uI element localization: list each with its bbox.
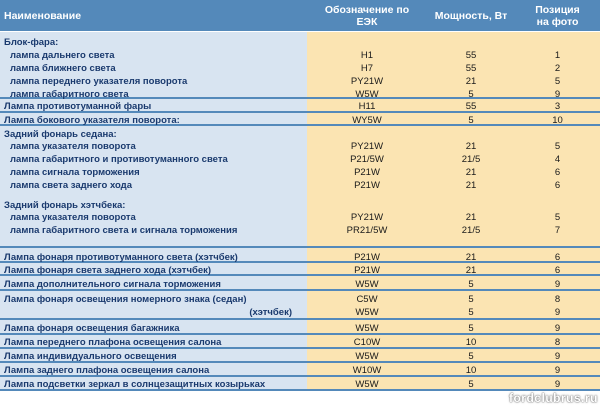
lamp-position: 1: [554, 50, 561, 61]
lamp-power: 21: [465, 265, 477, 276]
table-row: [0, 364, 600, 377]
lamp-code: W10W: [352, 365, 382, 376]
lamp-name: лампа указателя поворота: [10, 212, 136, 223]
lamp-power: 21: [465, 212, 477, 223]
lamp-code: W5W: [355, 323, 379, 334]
lamp-code: P21/5W: [350, 154, 384, 165]
table-header: [0, 0, 600, 31]
lamp-name: Лампа фонаря противотуманного света (хэтчбек): [4, 252, 238, 263]
table-row: [0, 153, 600, 166]
lamp-code: H11: [358, 101, 376, 112]
table-row: [0, 49, 600, 62]
lamp-code: W5W: [355, 379, 379, 390]
lamp-code: P21W: [354, 265, 380, 276]
lamp-name: Лампа фонаря света заднего хода (хэтчбек): [4, 265, 212, 276]
table-row: [0, 264, 600, 277]
lamp-position: 6: [554, 180, 561, 191]
lamp-code: PY21W: [350, 76, 384, 87]
table-row: [0, 62, 600, 75]
table-row: [0, 224, 600, 237]
lamp-power: 5: [468, 294, 474, 305]
table-row: [0, 114, 600, 127]
lamp-power: 5: [468, 307, 474, 318]
table-row: [0, 251, 600, 264]
lamp-name: лампа переднего указателя поворота: [10, 76, 188, 87]
lamp-power: 10: [465, 365, 477, 376]
lamp-position: 6: [554, 252, 561, 263]
header-power: Мощность, Вт: [434, 9, 508, 22]
lamp-code: PY21W: [350, 141, 384, 152]
lamp-position: 9: [554, 89, 561, 100]
table-row: [0, 75, 600, 88]
lamp-name: (хэтчбек): [249, 307, 292, 318]
table-row: [0, 166, 600, 179]
lamp-code: P21W: [354, 180, 380, 191]
lamp-code: W5W: [355, 351, 379, 362]
lamp-name: Лампа бокового указателя поворота:: [4, 115, 180, 126]
lamp-code: W5W: [355, 307, 379, 318]
table-row: [0, 179, 600, 192]
lamp-power: 55: [465, 50, 477, 61]
lamp-power: 5: [468, 89, 474, 100]
lamp-name: Блок-фара:: [4, 37, 59, 48]
header-name: Наименование: [4, 9, 82, 22]
lamp-power: 5: [468, 115, 474, 126]
lamp-power: 21: [465, 180, 477, 191]
row-separator: [0, 246, 600, 248]
lamp-position: 4: [554, 154, 561, 165]
header-code: Обозначение по ЕЭК: [324, 3, 410, 28]
table-row: [0, 336, 600, 349]
lamp-power: 21: [465, 76, 477, 87]
table-row: [0, 211, 600, 224]
lamp-name: Лампа противотуманной фары: [4, 101, 152, 112]
watermark: fordclubrus.ru: [508, 391, 598, 405]
lamp-position: 8: [554, 294, 561, 305]
table-row: [0, 278, 600, 291]
table-row: [0, 140, 600, 153]
lamp-code: W5W: [355, 89, 379, 100]
lamp-position: 8: [554, 337, 561, 348]
lamp-power: 21/5: [461, 154, 481, 165]
lamp-code: C10W: [353, 337, 381, 348]
lamp-code: H7: [360, 63, 374, 74]
lamp-power: 5: [468, 351, 474, 362]
lamp-power: 21: [465, 141, 477, 152]
lamp-name: Задний фонарь хэтчбека:: [4, 200, 126, 211]
lamp-name: Лампа фонаря освещения багажника: [4, 323, 180, 334]
table-row: [0, 350, 600, 363]
lamp-position: 6: [554, 265, 561, 276]
lamp-name: Лампа переднего плафона освещения салона: [4, 337, 222, 348]
lamp-position: 10: [552, 115, 563, 126]
lamp-position: 5: [554, 141, 561, 152]
table-row: [0, 378, 600, 391]
lamp-name: лампа дальнего света: [10, 50, 115, 61]
lamp-code: H1: [360, 50, 374, 61]
lamp-power: 5: [468, 379, 474, 390]
lamp-position: 6: [554, 167, 561, 178]
lamp-code: WY5W: [352, 115, 382, 126]
lamp-name: Задний фонарь седана:: [4, 129, 117, 140]
lamp-name: лампа ближнего света: [10, 63, 116, 74]
lamp-name: лампа сигнала торможения: [10, 167, 140, 178]
header-position: Позиция на фото: [535, 3, 580, 28]
table-row: [0, 322, 600, 335]
lamp-name: Лампа подсветки зеркал в солнцезащитных козырьках: [4, 379, 266, 390]
lamp-code: PY21W: [350, 212, 384, 223]
lamp-code: C5W: [356, 294, 378, 305]
lamp-name: лампа габаритного и противотуманного света: [10, 154, 228, 165]
lamp-name: Лампа фонаря освещения номерного знака (седан): [4, 294, 247, 305]
lamp-position: 9: [554, 279, 561, 290]
lamp-position: 5: [554, 76, 561, 87]
lamp-name: Лампа дополнительного сигнала торможения: [4, 279, 221, 290]
lamp-position: 5: [554, 212, 561, 223]
table-row: [0, 36, 600, 49]
lamp-code: W5W: [355, 279, 379, 290]
lamp-power: 21/5: [461, 225, 481, 236]
lamp-code: PR21/5W: [346, 225, 388, 236]
lamp-code: P21W: [354, 167, 380, 178]
lamp-position: 9: [554, 379, 561, 390]
lamp-power: 55: [465, 63, 477, 74]
lamp-name: лампа габаритного света и сигнала торможения: [10, 225, 238, 236]
lamp-position: 7: [554, 225, 561, 236]
lamp-position: 9: [554, 323, 561, 334]
lamp-power: 21: [465, 252, 477, 263]
table-row: [0, 293, 600, 306]
lamp-name: лампа габаритного света: [10, 89, 129, 100]
lamp-position: 9: [554, 365, 561, 376]
lamp-power: 5: [468, 279, 474, 290]
lamp-name: Лампа индивидуального освещения: [4, 351, 177, 362]
lamp-power: 55: [465, 101, 477, 112]
lamp-power: 5: [468, 323, 474, 334]
lamp-code: P21W: [354, 252, 380, 263]
lamp-power: 10: [465, 337, 477, 348]
table-row: [0, 100, 600, 113]
table-row: [0, 306, 600, 319]
lamp-position: 3: [554, 101, 561, 112]
lamp-position: 2: [554, 63, 561, 74]
lamp-position: 9: [554, 351, 561, 362]
lamp-name: лампа указателя поворота: [10, 141, 136, 152]
lamp-name: Лампа заднего плафона освещения салона: [4, 365, 210, 376]
lamp-power: 21: [465, 167, 477, 178]
lamp-name: лампа света заднего хода: [10, 180, 132, 191]
lamp-position: 9: [554, 307, 561, 318]
